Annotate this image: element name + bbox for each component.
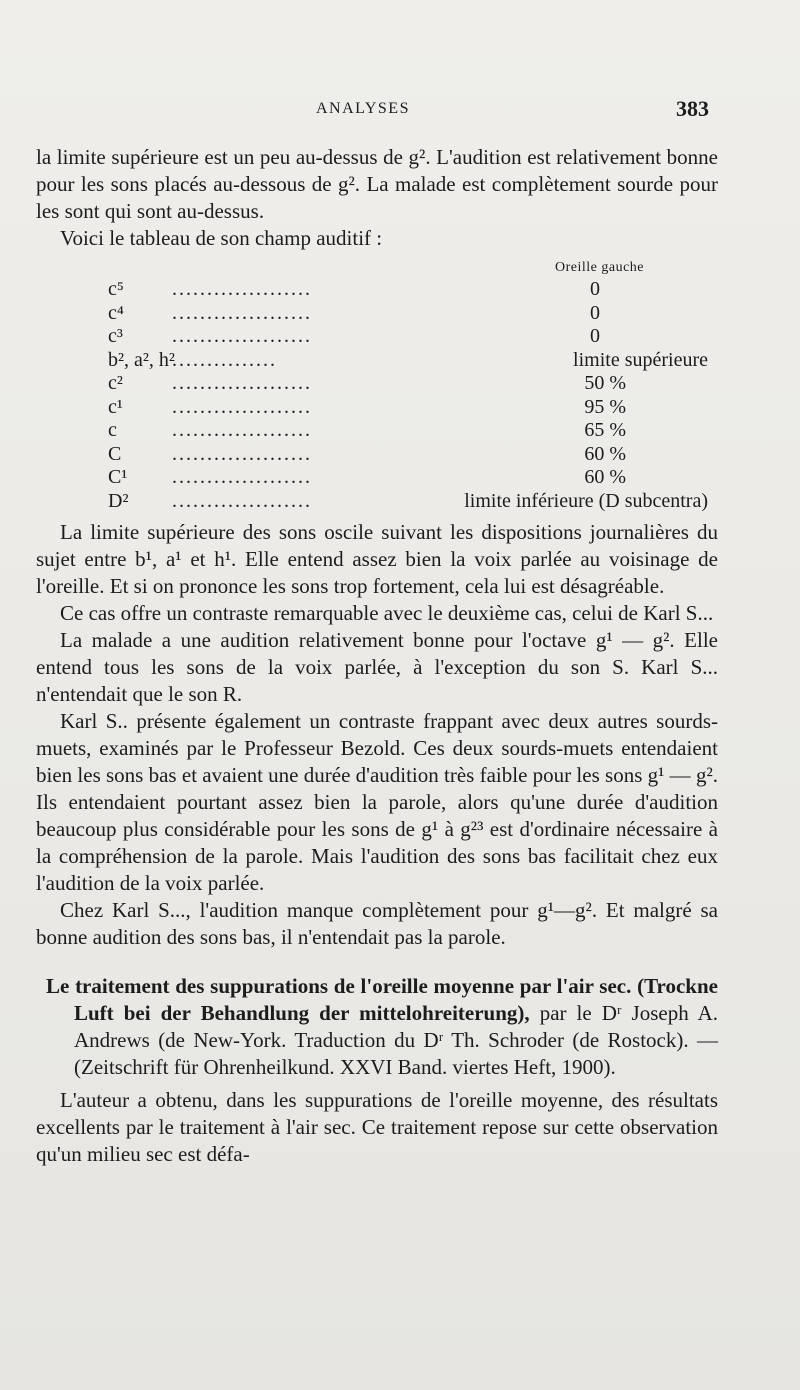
table-value: 60 % (584, 466, 626, 488)
table-row (108, 302, 714, 326)
table-note-label: c⁵ (108, 278, 124, 300)
table-note-label: c¹ (108, 395, 123, 418)
table-leader-dots: .................... (172, 395, 312, 418)
table-row (108, 490, 714, 514)
review-citation: par le Dʳ Joseph A. Andrews (de New-York. Traduction du Dʳ Th. Schroder (de Rostock). — (Zeitschrift für Ohrenheilkund. XXVI Band. viertes Heft, 1900). (74, 1001, 718, 1079)
table-leader-dots: .................... (172, 278, 312, 300)
review-section (36, 973, 718, 1168)
paragraph-1: la limite supérieure est un peu au-dessus de g². L'audition est relativement bonne pour les sons placés au-dessous de g². La malade est complètement sourde pour les sont qui sont au-dessus. (36, 145, 718, 223)
page-number: 383 (676, 96, 709, 121)
table-row (108, 443, 714, 467)
table-value: limite supérieure (573, 348, 708, 371)
table-note-label: b², a², h² (108, 348, 175, 371)
table-note-label: c³ (108, 325, 123, 347)
table-column-header: Oreille gauche (554, 260, 644, 275)
paragraph-7: Chez Karl S..., l'audition manque complètement pour g¹—g². Et malgré sa bonne audition des sons bas, il n'entendait pas la parole. (36, 898, 718, 949)
table-row (108, 466, 714, 490)
table-value: 50 % (584, 372, 626, 394)
table-row (108, 372, 714, 396)
table-note-label: D² (108, 489, 129, 512)
table-row (108, 419, 714, 443)
table-value: limite inférieure (D subcentra) (464, 489, 708, 512)
table-note-label: C (108, 442, 122, 465)
page-body (36, 144, 718, 1168)
table-leader-dots: ............... (172, 348, 277, 371)
paragraph-5: La malade a une audition relativement bonne pour l'octave g¹ — g². Elle entend tous les sons de la voix parlée, à l'exception du son S. Karl S... n'entendait que le son R. (36, 628, 718, 706)
table-value: 95 % (584, 395, 626, 418)
page-header (0, 96, 800, 126)
auditory-field-table (108, 258, 714, 513)
paragraph-3: La limite supérieure des sons oscile suivant les dispositions journalières du sujet entre b¹, a¹ et h¹. Elle entend assez bien la voix parlée au voisinage de l'oreille. Et si on prononce les sons trop fortement, cela lui est désagréable. (36, 520, 718, 598)
paragraph-8: L'auteur a obtenu, dans les suppurations de l'oreille moyenne, des résultats excellents par le traitement à l'air sec. Ce traitement repose sur cette observation qu'un milieu sec est défa- (36, 1088, 718, 1166)
table-leader-dots: .................... (172, 301, 312, 324)
paragraph-4: Ce cas offre un contraste remarquable avec le deuxième cas, celui de Karl S... (60, 601, 714, 625)
table-leader-dots: .................... (172, 419, 312, 441)
table-value: 0 (590, 278, 600, 300)
table-leader-dots: .................... (172, 372, 312, 394)
table-row (108, 349, 714, 373)
table-leader-dots: .................... (172, 489, 312, 512)
table-leader-dots: .................... (172, 442, 312, 465)
table-leader-dots: .................... (172, 466, 312, 488)
paragraph-6: Karl S.. présente également un contraste frappant avec deux autres sourds-muets, examinés par le Professeur Bezold. Ces deux sourds-muets entendaient bien les sons bas et avaient une durée d'audition très faible pour les sons g¹ — g². Ils entendaient pourtant assez bien la parole, alors qu'une durée d'audition beaucoup plus considérable pour les sons de g¹ à g²³ est d'ordinaire nécessaire à la compréhension de la parole. Mais l'audition des sons bas facilitait chez eux l'audition de la voix parlée. (36, 709, 718, 895)
table-note-label: c² (108, 372, 123, 394)
table-row (108, 396, 714, 420)
paragraph-2: Voici le tableau de son champ auditif : (60, 226, 383, 250)
table-rows (108, 278, 714, 513)
review-title: Le traitement des suppurations de l'oreille moyenne par l'air sec. (Trockne Luft bei der Behandlung der mittelohreiterung), (46, 974, 718, 1025)
table-value: 0 (590, 301, 600, 324)
table-leader-dots: .................... (172, 325, 312, 347)
table-value: 60 % (584, 442, 626, 465)
running-head: ANALYSES (316, 100, 410, 117)
table-note-label: c (108, 419, 117, 441)
review-heading (36, 973, 718, 1081)
table-row (108, 325, 714, 349)
table-note-label: c⁴ (108, 301, 124, 324)
table-row (108, 278, 714, 302)
table-value: 0 (590, 325, 600, 347)
table-note-label: C¹ (108, 466, 128, 488)
table-value: 65 % (584, 419, 626, 441)
